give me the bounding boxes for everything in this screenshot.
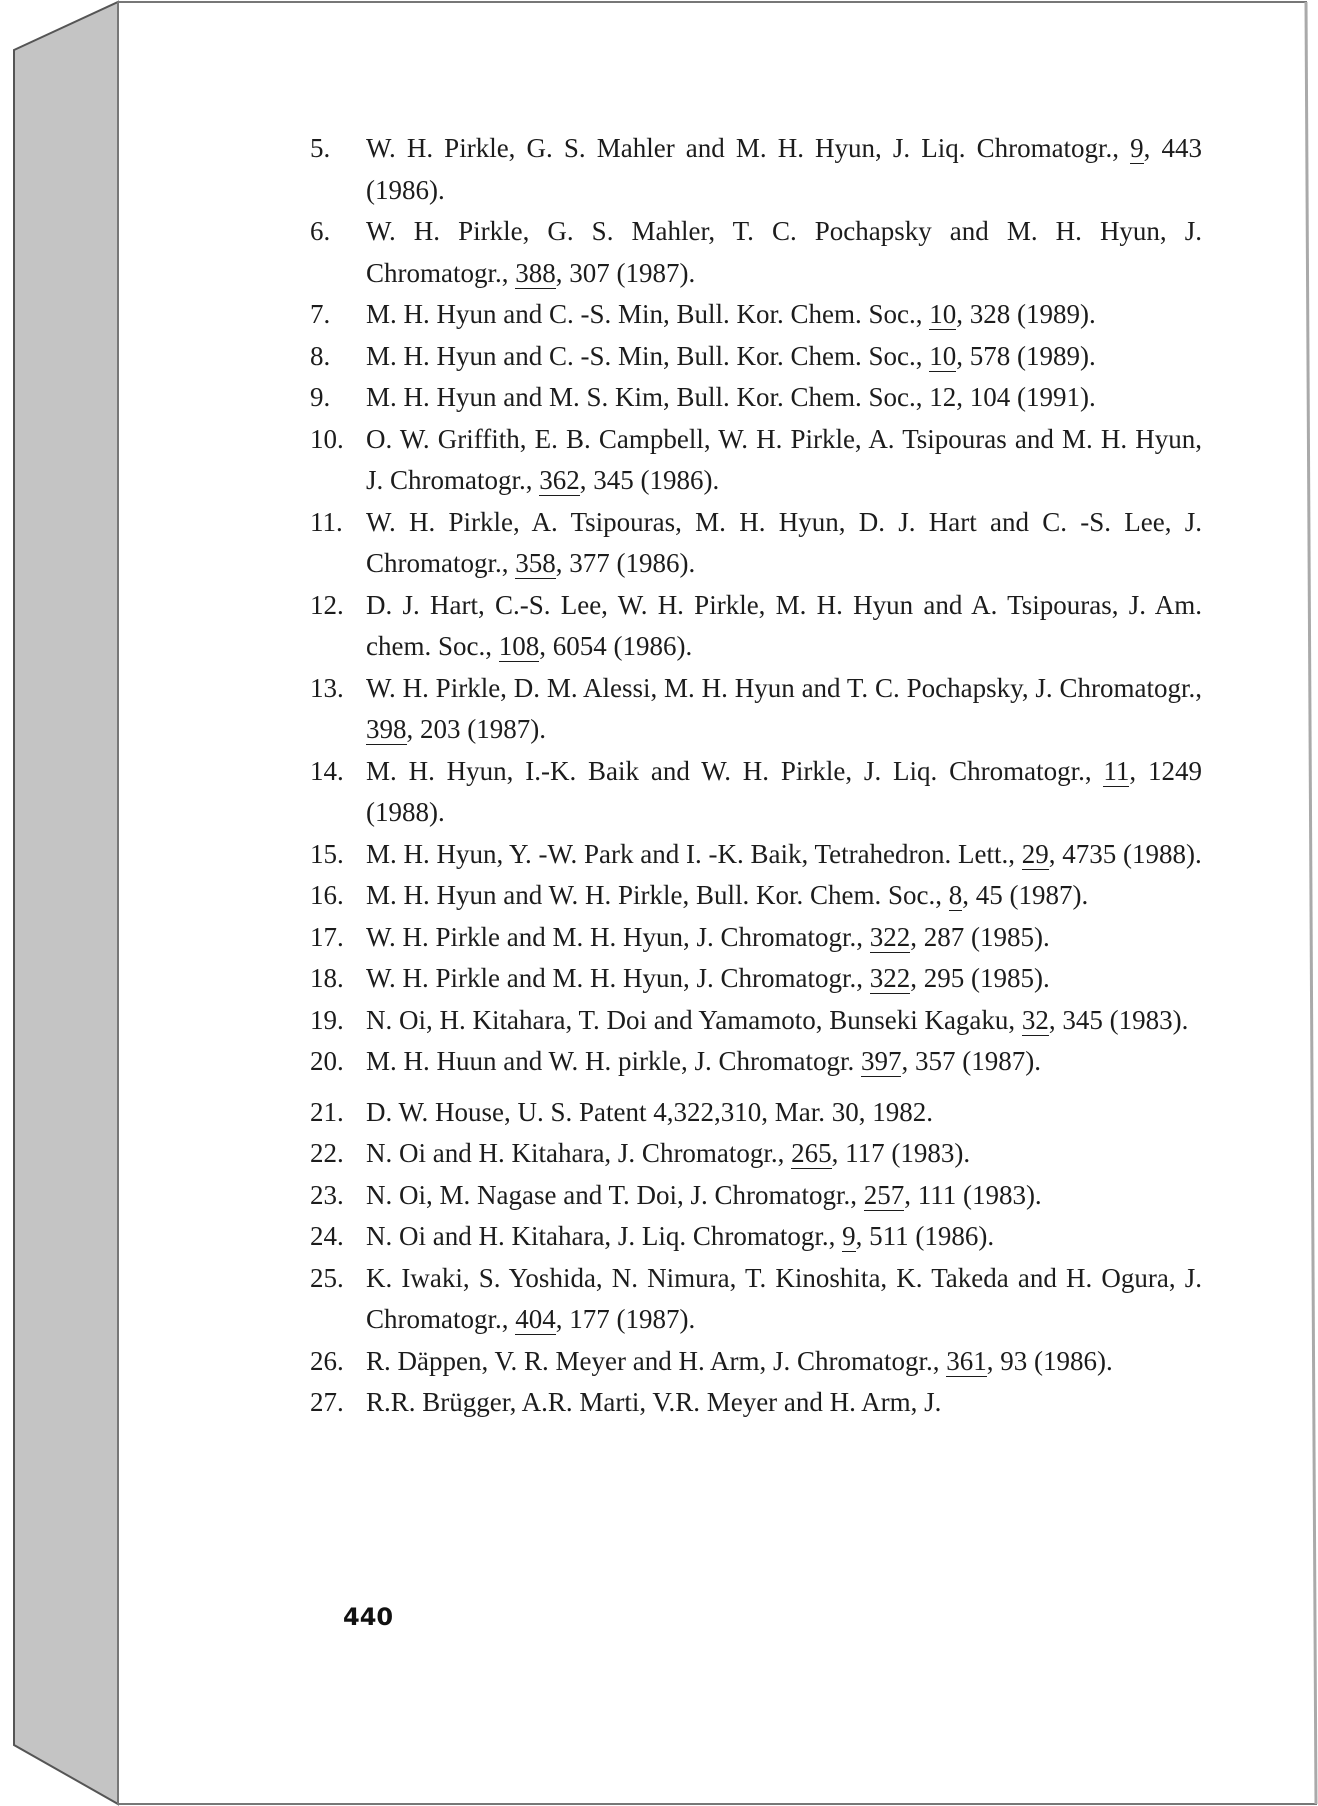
reference-text-tail: , 117 (1983). <box>831 1138 971 1168</box>
reference-list <box>310 128 1202 1424</box>
reference-text-tail: , 1249 (1988). <box>366 755 1203 827</box>
reference-text: K. Iwaki, S. Yoshida, N. Nimura, T. Kinoshita, K. Takeda and H. Ogura, J. Chromatogr., <box>366 1262 1202 1334</box>
reference-number: 13. <box>310 672 344 703</box>
reference-item <box>310 294 1202 336</box>
reference-item <box>310 1216 1202 1258</box>
reference-number: 25. <box>310 1262 344 1293</box>
reference-text: N. Oi and H. Kitahara, J. Liq. Chromatogr., <box>366 1221 843 1251</box>
reference-number: 5. <box>310 133 331 163</box>
reference-text-tail: , 345 (1986). <box>579 465 720 495</box>
reference-text: M. H. Hyun and M. S. Kim, Bull. Kor. Chem. Soc., 12, 104 (1991). <box>366 382 1096 412</box>
reference-volume: 108 <box>498 631 540 661</box>
reference-number: 6. <box>310 216 331 246</box>
reference-item <box>310 419 1202 502</box>
reference-volume: 362 <box>539 465 580 495</box>
reference-text: N. Oi, M. Nagase and T. Doi, J. Chromatogr., <box>366 1179 864 1210</box>
reference-text: N. Oi and H. Kitahara, J. Chromatogr., <box>366 1138 792 1168</box>
reference-volume: 9 <box>1130 133 1144 163</box>
reference-item <box>310 834 1202 876</box>
reference-text: O. W. Griffith, E. B. Campbell, W. H. Pirkle, A. Tsipouras and M. H. Hyun, J. Chromatogr., <box>366 423 1202 495</box>
reference-text-tail: , 45 (1987). <box>962 880 1089 910</box>
reference-item <box>310 211 1202 294</box>
reference-number: 12. <box>310 589 344 620</box>
reference-text-tail: , 287 (1985). <box>910 921 1050 952</box>
reference-text: M. H. Huun and W. H. pirkle, J. Chromatogr. <box>366 1046 861 1076</box>
reference-item <box>310 1341 1202 1383</box>
reference-text-tail: , 443 (1986). <box>366 133 1202 205</box>
reference-text-tail: , 93 (1986). <box>986 1345 1113 1376</box>
reference-number: 14. <box>310 755 344 786</box>
reference-text: M. H. Hyun, Y. -W. Park and I. -K. Baik, Tetrahedron. Lett., <box>366 838 1022 869</box>
reference-volume: 322 <box>869 963 911 993</box>
reference-volume: 322 <box>869 921 911 952</box>
reference-volume: 29 <box>1021 838 1049 869</box>
reference-text: W. H. Pirkle, D. M. Alessi, M. H. Hyun and T. C. Pochapsky, J. Chromatogr., <box>366 672 1202 703</box>
reference-text-tail: , 377 (1986). <box>555 548 696 578</box>
reference-number: 15. <box>310 838 344 869</box>
reference-item <box>310 1041 1202 1083</box>
reference-text: R. Däppen, V. R. Meyer and H. Arm, J. Chromatogr., <box>366 1345 947 1376</box>
page-number: 440 <box>343 1603 394 1631</box>
reference-number: 18. <box>310 963 344 993</box>
reference-item <box>310 1258 1202 1341</box>
reference-volume: 388 <box>515 257 556 288</box>
reference-text: W. H. Pirkle and M. H. Hyun, J. Chromatogr., <box>366 963 870 993</box>
reference-volume: 10 <box>929 340 957 371</box>
reference-volume: 397 <box>860 1046 902 1076</box>
reference-item <box>310 668 1202 751</box>
reference-text: W. H. Pirkle, G. S. Mahler, T. C. Pochapsky and M. H. Hyun, J. Chromatogr., <box>366 216 1202 288</box>
reference-volume: 9 <box>842 1221 856 1251</box>
reference-item <box>310 1175 1202 1217</box>
reference-number: 7. <box>310 299 331 329</box>
reference-item <box>310 128 1202 211</box>
reference-text-tail: , 511 (1986). <box>855 1221 995 1251</box>
reference-text-tail: , 111 (1983). <box>904 1179 1042 1210</box>
reference-text: D. W. House, U. S. Patent 4,322,310, Mar. 30, 1982. <box>366 1096 933 1127</box>
reference-text: N. Oi, H. Kitahara, T. Doi and Yamamoto, Bunseki Kagaku, <box>366 1004 1022 1035</box>
reference-text: W. H. Pirkle, G. S. Mahler and M. H. Hyun, J. Liq. Chromatogr., <box>366 133 1131 163</box>
reference-text-tail: , 578 (1989). <box>956 340 1096 371</box>
reference-item <box>310 875 1202 917</box>
reference-volume: 398 <box>366 714 407 744</box>
reference-text-tail: , 177 (1987). <box>555 1304 696 1334</box>
reference-volume: 11 <box>1103 755 1130 786</box>
reference-number: 21. <box>310 1096 344 1127</box>
reference-text-tail: , 295 (1985). <box>910 963 1050 993</box>
reference-number: 8. <box>310 340 331 371</box>
reference-item <box>310 377 1202 419</box>
reference-number: 26. <box>310 1345 344 1376</box>
reference-volume: 32 <box>1021 1004 1049 1035</box>
reference-volume: 10 <box>929 299 957 329</box>
reference-number: 16. <box>310 880 344 910</box>
reference-item <box>310 1092 1202 1134</box>
reference-item <box>310 917 1202 959</box>
reference-text-tail: , 345 (1983). <box>1048 1004 1189 1035</box>
reference-number: 11. <box>310 506 343 537</box>
reference-number: 9. <box>310 382 331 412</box>
reference-number: 24. <box>310 1221 344 1251</box>
reference-text-tail: , 328 (1989). <box>956 299 1096 329</box>
reference-number: 23. <box>310 1179 344 1210</box>
reference-volume: 361 <box>946 1345 987 1376</box>
reference-text: M. H. Hyun, I.-K. Baik and W. H. Pirkle, J. Liq. Chromatogr., <box>366 755 1104 786</box>
reference-number: 17. <box>310 921 344 952</box>
reference-volume: 358 <box>515 548 556 578</box>
reference-text: W. H. Pirkle and M. H. Hyun, J. Chromatogr., <box>366 921 870 952</box>
reference-item <box>310 1000 1202 1042</box>
reference-item <box>310 1382 1202 1424</box>
reference-volume: 8 <box>948 880 963 910</box>
reference-text: W. H. Pirkle, A. Tsipouras, M. H. Hyun, D. J. Hart and C. -S. Lee, J. Chromatogr., <box>366 506 1202 578</box>
reference-text-tail: , 4735 (1988). <box>1048 838 1202 869</box>
reference-text-tail: , 357 (1987). <box>901 1046 1041 1076</box>
reference-item <box>310 1133 1202 1175</box>
reference-item <box>310 958 1202 1000</box>
reference-text: M. H. Hyun and C. -S. Min, Bull. Kor. Chem. Soc., <box>366 340 930 371</box>
reference-volume: 257 <box>863 1179 905 1210</box>
reference-text: M. H. Hyun and C. -S. Min, Bull. Kor. Chem. Soc., <box>366 299 930 329</box>
reference-text: M. H. Hyun and W. H. Pirkle, Bull. Kor. Chem. Soc., <box>366 880 949 910</box>
reference-text: R.R. Brügger, A.R. Marti, V.R. Meyer and H. Arm, J. <box>366 1387 942 1417</box>
reference-text-tail: , 307 (1987). <box>555 257 696 288</box>
reference-text-tail: , 203 (1987). <box>406 714 546 744</box>
reference-volume: 265 <box>791 1138 832 1168</box>
reference-volume: 404 <box>515 1304 556 1334</box>
reference-item <box>310 336 1202 378</box>
reference-text-tail: , 6054 (1986). <box>539 631 693 661</box>
reference-item <box>310 751 1202 834</box>
reference-number: 19. <box>310 1004 344 1035</box>
reference-item <box>310 502 1202 585</box>
reference-number: 10. <box>310 423 344 454</box>
reference-number: 27. <box>310 1387 344 1417</box>
reference-number: 22. <box>310 1138 344 1168</box>
reference-item <box>310 585 1202 668</box>
reference-number: 20. <box>310 1046 344 1076</box>
reference-text: D. J. Hart, C.-S. Lee, W. H. Pirkle, M. H. Hyun and A. Tsipouras, J. Am. chem. Soc., <box>366 589 1202 661</box>
